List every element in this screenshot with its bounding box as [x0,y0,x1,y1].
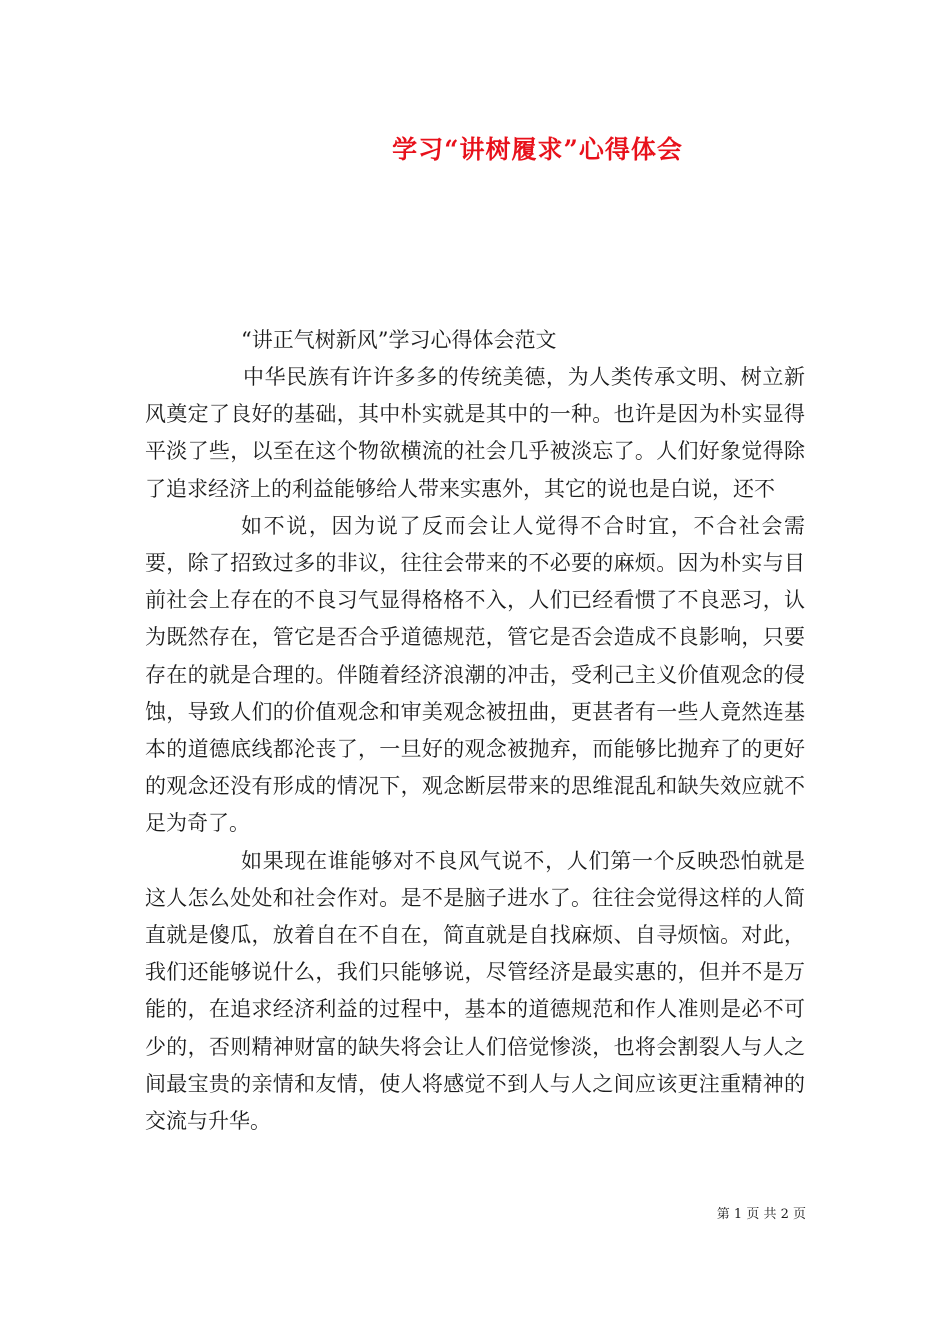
paragraph-1: 中华民族有许许多多的传统美德，为人类传承文明、树立新风奠定了良好的基础，其中朴实就是其中的一种。也许是因为朴实显得平淡了些，以至在这个物欲横流的社会几乎被淡忘了。人们好象觉得除了追求经济上的利益能够给人带来实惠外，其它的说也是白说，还不 [145,365,805,501]
document-body [145,322,805,1140]
article-subtitle: “讲正气树新风”学习心得体会范文 [241,328,557,352]
document-title: 学习“讲树履求”心得体会 [392,135,683,164]
page-number: 第 1 页 共 2 页 [716,1207,806,1222]
paragraph-3: 如果现在谁能够对不良风气说不，人们第一个反映恐怕就是这人怎么处处和社会作对。是不是脑子进水了。往往会觉得这样的人简直就是傻瓜，放着自在不自在，简直就是自找麻烦、自寻烦恼。对此，我们还能够说什么，我们只能够说，尽管经济是最实惠的，但并不是万能的，在追求经济利益的过程中，基本的道德规范和作人准则是必不可少的，否则精神财富的缺失将会让人们倍觉惨淡，也将会割裂人与人之间最宝贵的亲情和友情，使人将感觉不到人与人之间应该更注重精神的交流与升华。 [145,848,805,1134]
paragraph-2: 如不说，因为说了反而会让人觉得不合时宜，不合社会需要，除了招致过多的非议，往往会带来的不必要的麻烦。因为朴实与目前社会上存在的不良习气显得格格不入，人们已经看惯了不良恶习，认为既然存在，管它是否合乎道德规范，管它是否会造成不良影响，只要存在的就是合理的。伴随着经济浪潮的冲击，受利己主义价值观念的侵蚀，导致人们的价值观念和审美观念被扭曲，更甚者有一些人竟然连基本的道德底线都沦丧了，一旦好的观念被抛弃，而能够比抛弃了的更好的观念还没有形成的情况下，观念断层带来的思维混乱和缺失效应就不足为奇了。 [145,513,805,836]
